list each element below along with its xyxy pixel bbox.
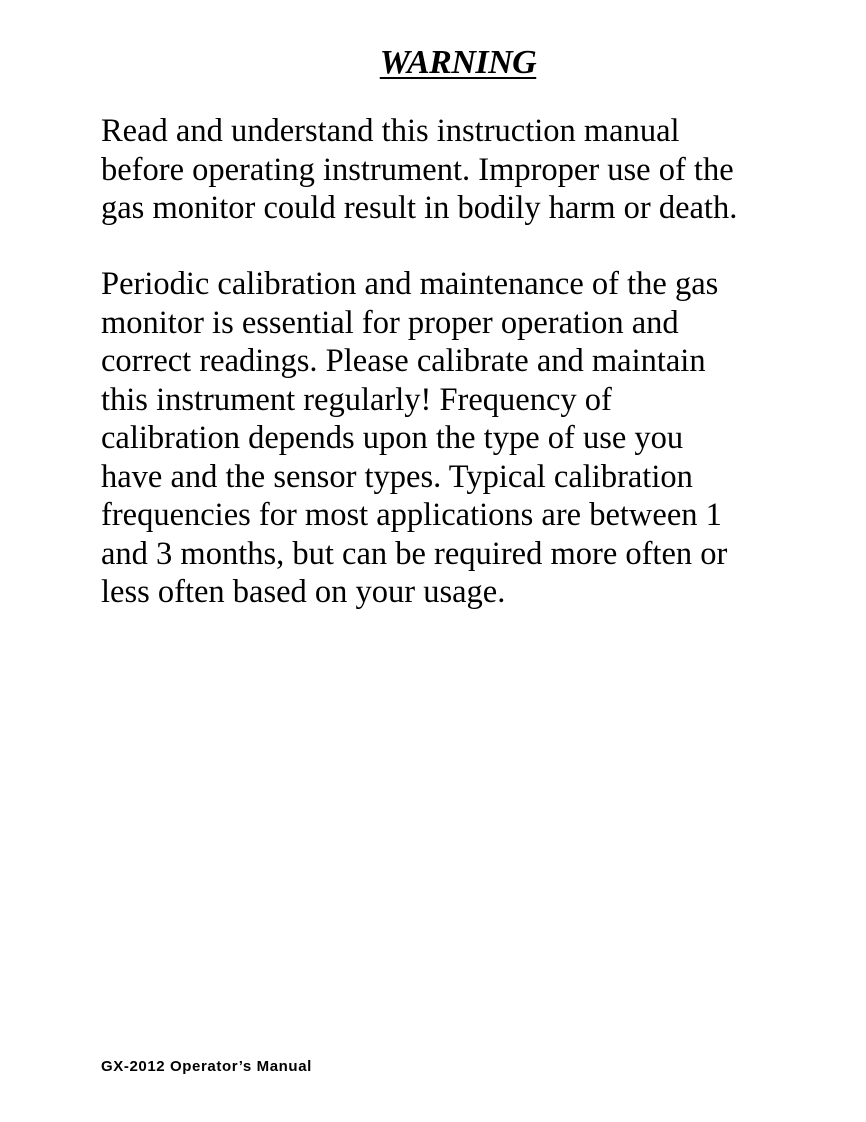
paragraph-line: calibration depends upon the type of use you <box>101 420 684 456</box>
paragraph-line: and 3 months, but can be required more often or <box>101 535 728 572</box>
page-footer: GX-2012 Operator’s Manual <box>101 1058 312 1075</box>
paragraph-line: correct readings. Please calibrate and maintain <box>101 343 706 379</box>
warning-heading: WARNING <box>379 44 537 81</box>
paragraph-line: before operating instrument. Improper use of the <box>101 151 734 188</box>
warning-paragraph-calibration <box>101 265 821 612</box>
paragraph-line: Periodic calibration and maintenance of the gas <box>101 266 719 302</box>
paragraph-line: monitor is essential for proper operation and <box>101 304 679 341</box>
paragraph-line: less often based on your usage. <box>101 574 506 610</box>
warning-paragraph-read-manual <box>101 112 821 228</box>
paragraph-line: this instrument regularly! Frequency of <box>101 381 612 418</box>
paragraph-line: gas monitor could result in bodily harm or death. <box>101 190 738 226</box>
paragraph-line: frequencies for most applications are between 1 <box>101 497 722 533</box>
paragraph-line: have and the sensor types. Typical calibration <box>101 458 693 495</box>
paragraph-line: Read and understand this instruction manual <box>101 113 680 149</box>
